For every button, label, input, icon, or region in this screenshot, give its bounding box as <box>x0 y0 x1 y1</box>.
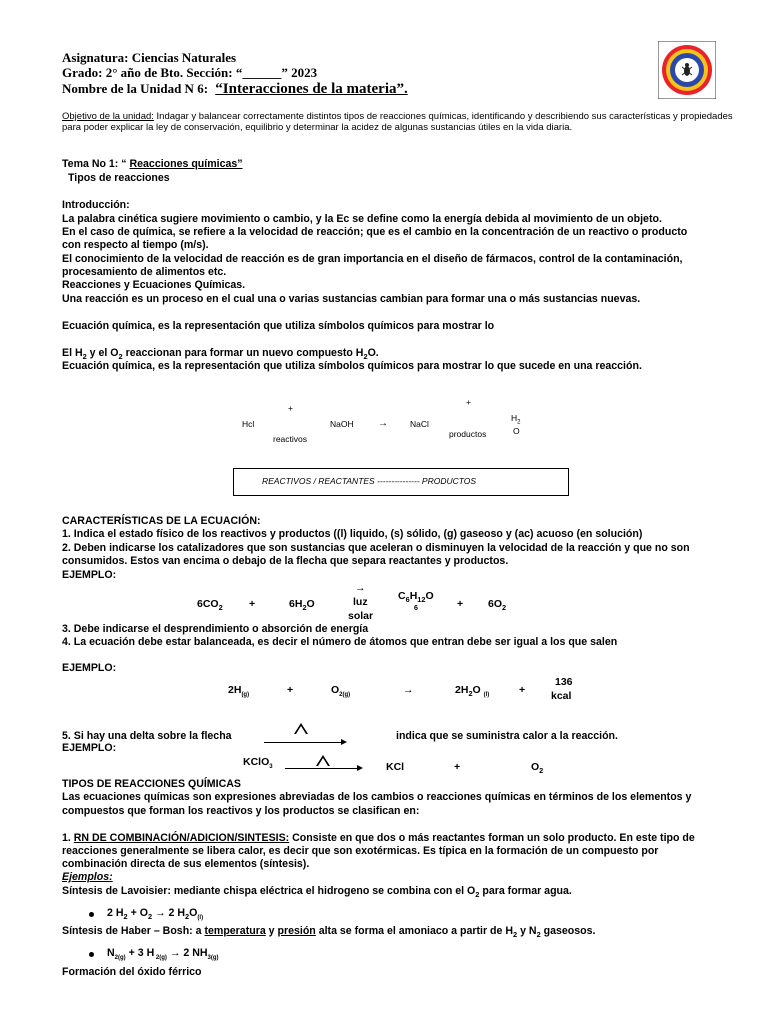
eq2-energy-unit: kcal <box>551 690 572 702</box>
eq1-glucose-sub: 6 <box>414 605 418 612</box>
objective <box>62 111 742 133</box>
o-label: O <box>513 426 520 436</box>
eq2-plus: + <box>519 684 526 696</box>
examples-label: Ejemplos: <box>62 871 113 883</box>
heat-arrow-line <box>264 742 342 743</box>
bullet-icon <box>89 912 94 917</box>
h2-label: $H_2$ <box>511 413 521 426</box>
intro-line: con respecto al tiempo (m/s). <box>62 239 209 251</box>
subject-line: Asignatura: Ciencias Naturales <box>62 50 237 65</box>
characteristic-5: 5. Si hay una delta sobre la flecha <box>62 730 232 742</box>
topic-line <box>62 158 243 171</box>
bullet-icon <box>89 952 94 957</box>
eq1-glucose: $C_6H_{12}O$ <box>398 590 434 605</box>
plus-sign: + <box>288 403 293 413</box>
intro-line: En el caso de química, se refiere a la velocidad de reacción; que es el cambio en la concentración de un reactivo o producto <box>62 226 688 238</box>
synthesis-line-2: reacciones generalmente se libera calor, es decir que son exotérmicas. Es típica en la formación de un compuesto por <box>62 845 659 857</box>
characteristic-3: 3. Debe indicarse el desprendimiento o absorción de energía <box>62 623 369 635</box>
intro-line: El conocimiento de la velocidad de reacción es de gran importancia en el diseño de fármacos, control de la contaminación, <box>62 253 683 265</box>
eq2-arrow: → <box>403 684 414 696</box>
eq3-plus: + <box>454 761 461 773</box>
eq1-plus: + <box>457 598 464 610</box>
topic-subtitle: Tipos de reacciones <box>68 172 170 184</box>
intro-line: La palabra cinética sugiere movimiento o cambio, y la Ec se define como la energía debida al movimiento de un objeto. <box>62 213 662 225</box>
eq2-o2: $O_{2(g)}$ <box>331 684 351 699</box>
haber-line: Síntesis de Haber – Bosh: a temperatura y presión alta se forma el amoniaco a partir de $H_2$ y $N_2$ gaseosos. <box>62 925 596 940</box>
nacl-label: NaCl <box>410 419 429 429</box>
reactants-products-label: REACTIVOS / REACTANTES --------------- PRODUCTOS <box>262 476 477 486</box>
eq1-arrow: → <box>355 582 366 594</box>
synthesis-title: RN DE COMBINACIÓN/ADICION/SINTESIS: <box>73 832 290 844</box>
characteristic-5-cont: indica que se suministra calor a la reacción. <box>396 730 618 742</box>
topic-prefix: Tema No 1: “ <box>62 158 130 170</box>
equation-definition-short: Ecuación química, es la representación que utiliza símbolos químicos para mostrar lo <box>62 320 495 332</box>
characteristic-2-cont: consumidos. Estos van encima o debajo de la flecha que separa reactantes y productos. <box>62 555 509 567</box>
h2o-formation-line: El $H_2$ y el $O_2$ reaccionan para formar un nuevo compuesto $H_2O$. <box>62 347 379 362</box>
arrow-head-icon <box>341 739 347 745</box>
eq1-h2o: $6H_2O$ <box>289 598 315 613</box>
school-logo <box>658 41 716 99</box>
example-label: EJEMPLO: <box>62 662 117 674</box>
eq1-solar: solar <box>348 610 374 622</box>
arrow-head-icon <box>357 765 363 771</box>
types-heading: TIPOS DE REACCIONES QUÍMICAS <box>62 778 241 790</box>
characteristics-heading: CARACTERÍSTICAS DE LA ECUACIÓN: <box>62 515 261 527</box>
objective-label: Objetivo de la unidad: <box>62 111 154 122</box>
intro-line: procesamiento de alimentos etc. <box>62 266 227 278</box>
naoh-label: NaOH <box>330 419 354 429</box>
hcl-label: Hcl <box>242 419 255 429</box>
ferric-oxide-line: Formación del óxido férrico <box>62 966 202 978</box>
unit-prefix: Nombre de la Unidad N 6: <box>62 81 209 96</box>
intro-heading: Introducción: <box>62 199 130 211</box>
topic-title: Reacciones químicas” <box>129 158 243 170</box>
eq2-energy-value: 136 <box>555 676 573 688</box>
plus-sign: + <box>466 397 471 407</box>
example-label: EJEMPLO: <box>62 742 117 754</box>
unit-title: “Interacciones de la materia”. <box>215 81 408 97</box>
productos-label: productos <box>449 429 487 439</box>
lavoisier-line: Síntesis de Lavoisier: mediante chispa eléctrica el hidrogeno se combina con el $O_2$ para formar agua. <box>62 885 572 900</box>
eq1-plus: + <box>249 598 256 610</box>
eq2-h2o: $2H_2O$ $_{(l)}$ <box>455 684 490 699</box>
characteristic-1: 1. Indica el estado físico de los reactivos y productos ((l) liquido, (s) sólido, (g) gaseoso y (ac) acuoso (en solución) <box>62 528 643 540</box>
eq1-luz: luz <box>353 596 368 608</box>
haber-equation: $N_{2(g)} + 3$ H $_{2(g)}$ → 2 $NH_{3(g)}$ <box>107 947 219 962</box>
eq2-plus: + <box>287 684 294 696</box>
objective-text: Indagar y balancear correctamente distintos tipos de reacciones químicas, identificando y describiendo sus características y propiedades para poder explicar la ley de conservación, equilibrio y determinar la acidez de algunas sustancias útiles en la vida diaria. <box>62 111 733 133</box>
characteristic-4: 4. La ecuación debe estar balanceada, es decir el número de átomos que entran debe ser igual a los que salen <box>62 636 618 648</box>
synthesis-line-3: combinación directa de sus elementos (síntesis). <box>62 858 310 870</box>
types-line: compuestos que forman los reactivos y los productos se clasifican en: <box>62 805 420 817</box>
eq2-h2: $2H_{(g)}$ <box>228 684 250 699</box>
intro-line: Reacciones y Ecuaciones Químicas. <box>62 279 246 291</box>
eq3-o2: $O_2$ <box>531 761 544 776</box>
equation-definition-full: Ecuación química, es la representación que utiliza símbolos químicos para mostrar lo que sucede en una reacción. <box>62 360 642 372</box>
example-label: EJEMPLO: <box>62 569 117 581</box>
heat-arrow-line <box>285 768 358 769</box>
types-line: Las ecuaciones químicas son expresiones abreviadas de los cambios o reacciones químicas en términos de los elementos y <box>62 791 692 803</box>
eq3-kcl: KCl <box>386 761 405 773</box>
reactivos-label: reactivos <box>273 434 308 444</box>
eq1-o2: $6O_2$ <box>488 598 507 613</box>
grade-line: Grado: 2° año de Bto. Sección: “______” 2023 <box>62 65 318 80</box>
intro-line: Una reacción es un proceso en el cual una o varias sustancias cambian para formar una o más sustancias nuevas. <box>62 293 641 305</box>
characteristic-2: 2. Deben indicarse los catalizadores que son sustancias que aceleran o disminuyen la velocidad de la reacción y que no son <box>62 542 690 554</box>
reaction-arrow: → <box>378 418 388 429</box>
eq1-co2: $6CO_2$ <box>197 598 223 613</box>
lavoisier-equation: 2 $H_2 + O_2 \to 2$ $H_2O_{(l)}$ <box>107 907 204 922</box>
eq3-kclo3: KClO$_3$ <box>243 756 273 771</box>
unit-line <box>62 81 408 98</box>
synthesis-line-1: 1. RN DE COMBINACIÓN/ADICION/SINTESIS: Consiste en que dos o más reactantes forman un solo producto. En este tipo de <box>62 832 695 844</box>
